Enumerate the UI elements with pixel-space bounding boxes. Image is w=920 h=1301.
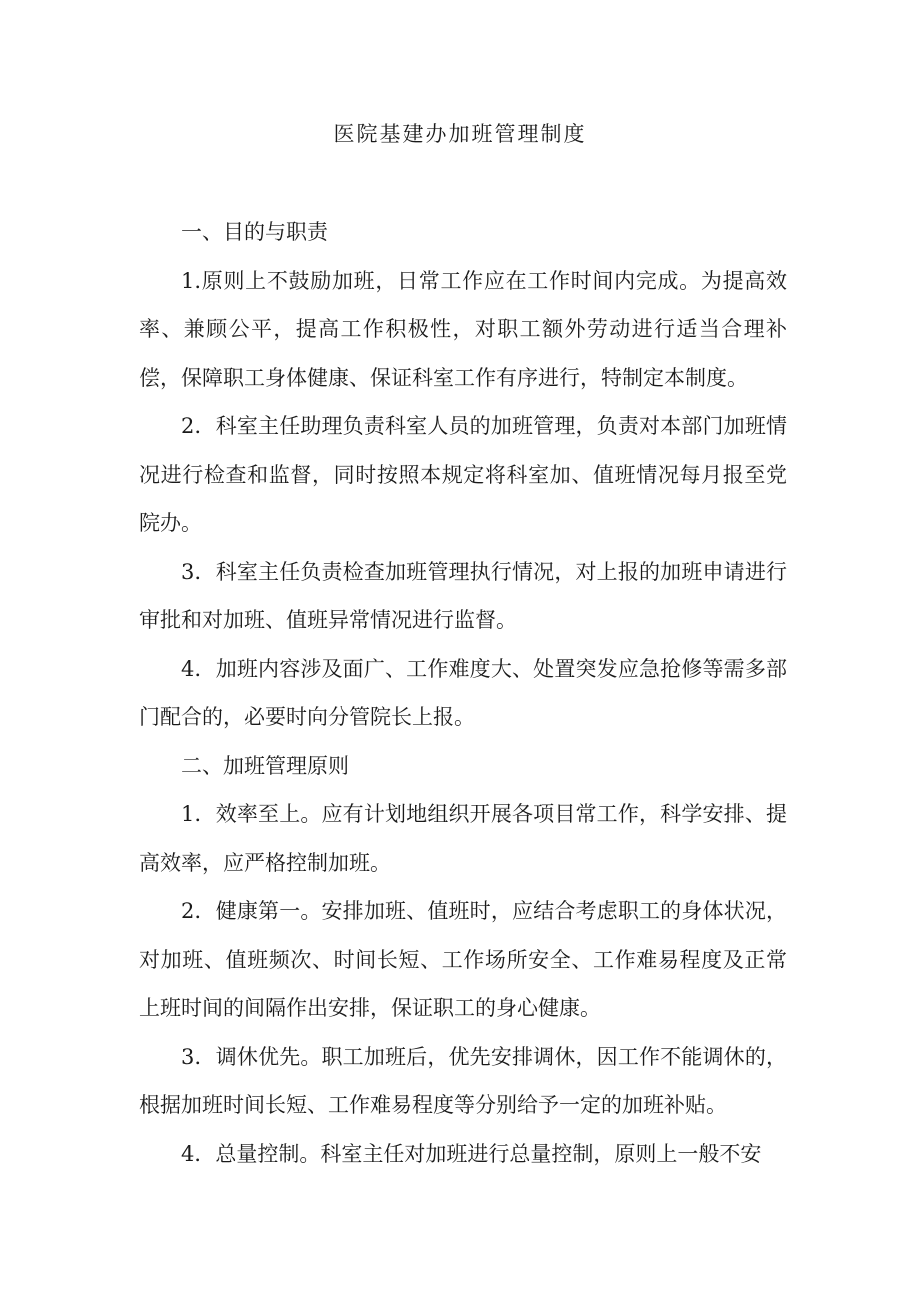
paragraph: 3．调休优先。职工加班后，优先安排调休，因工作不能调休的，根据加班时间长短、工作难易程度等分别给予一定的加班补贴。 (139, 1044, 787, 1117)
document-title: 医院基建办加班管理制度 (333, 122, 587, 146)
paragraph: 4．总量控制。科室主任对加班进行总量控制，原则上一般不安 (181, 1141, 762, 1166)
section-overtime-principles (139, 742, 787, 1179)
section-heading: 一、目的与职责 (181, 220, 328, 244)
document-body (139, 208, 787, 1178)
paragraph: 1．效率至上。应有计划地组织开展各项目常工作，科学安排、提高效率，应严格控制加班。 (139, 802, 787, 875)
paragraph: 3．科室主任负责检查加班管理执行情况，对上报的加班申请进行审批和对加班、值班异常情况进行监督。 (139, 559, 787, 632)
section-heading: 二、加班管理原则 (181, 753, 349, 778)
paragraph: 1.原则上不鼓励加班，日常工作应在工作时间内完成。为提高效率、兼顾公平，提高工作积极性，对职工额外劳动进行适当合理补偿，保障职工身体健康、保证科室工作有序进行，特制定本制度。 (139, 268, 787, 390)
paragraph: 2．健康第一。安排加班、值班时，应结合考虑职工的身体状况，对加班、值班频次、时间长短、工作场所安全、工作难易程度及正常上班时间的间隔作出安排，保证职工的身心健康。 (139, 899, 787, 1020)
section-purpose-responsibility (139, 208, 787, 742)
paragraph: 2．科室主任助理负责科室人员的加班管理，负责对本部门加班情况进行检查和监督，同时按照本规定将科室加、值班情况每月报至党院办。 (139, 414, 787, 535)
paragraph: 4．加班内容涉及面广、工作难度大、处置突发应急抢修等需多部门配合的，必要时向分管院长上报。 (139, 656, 787, 729)
